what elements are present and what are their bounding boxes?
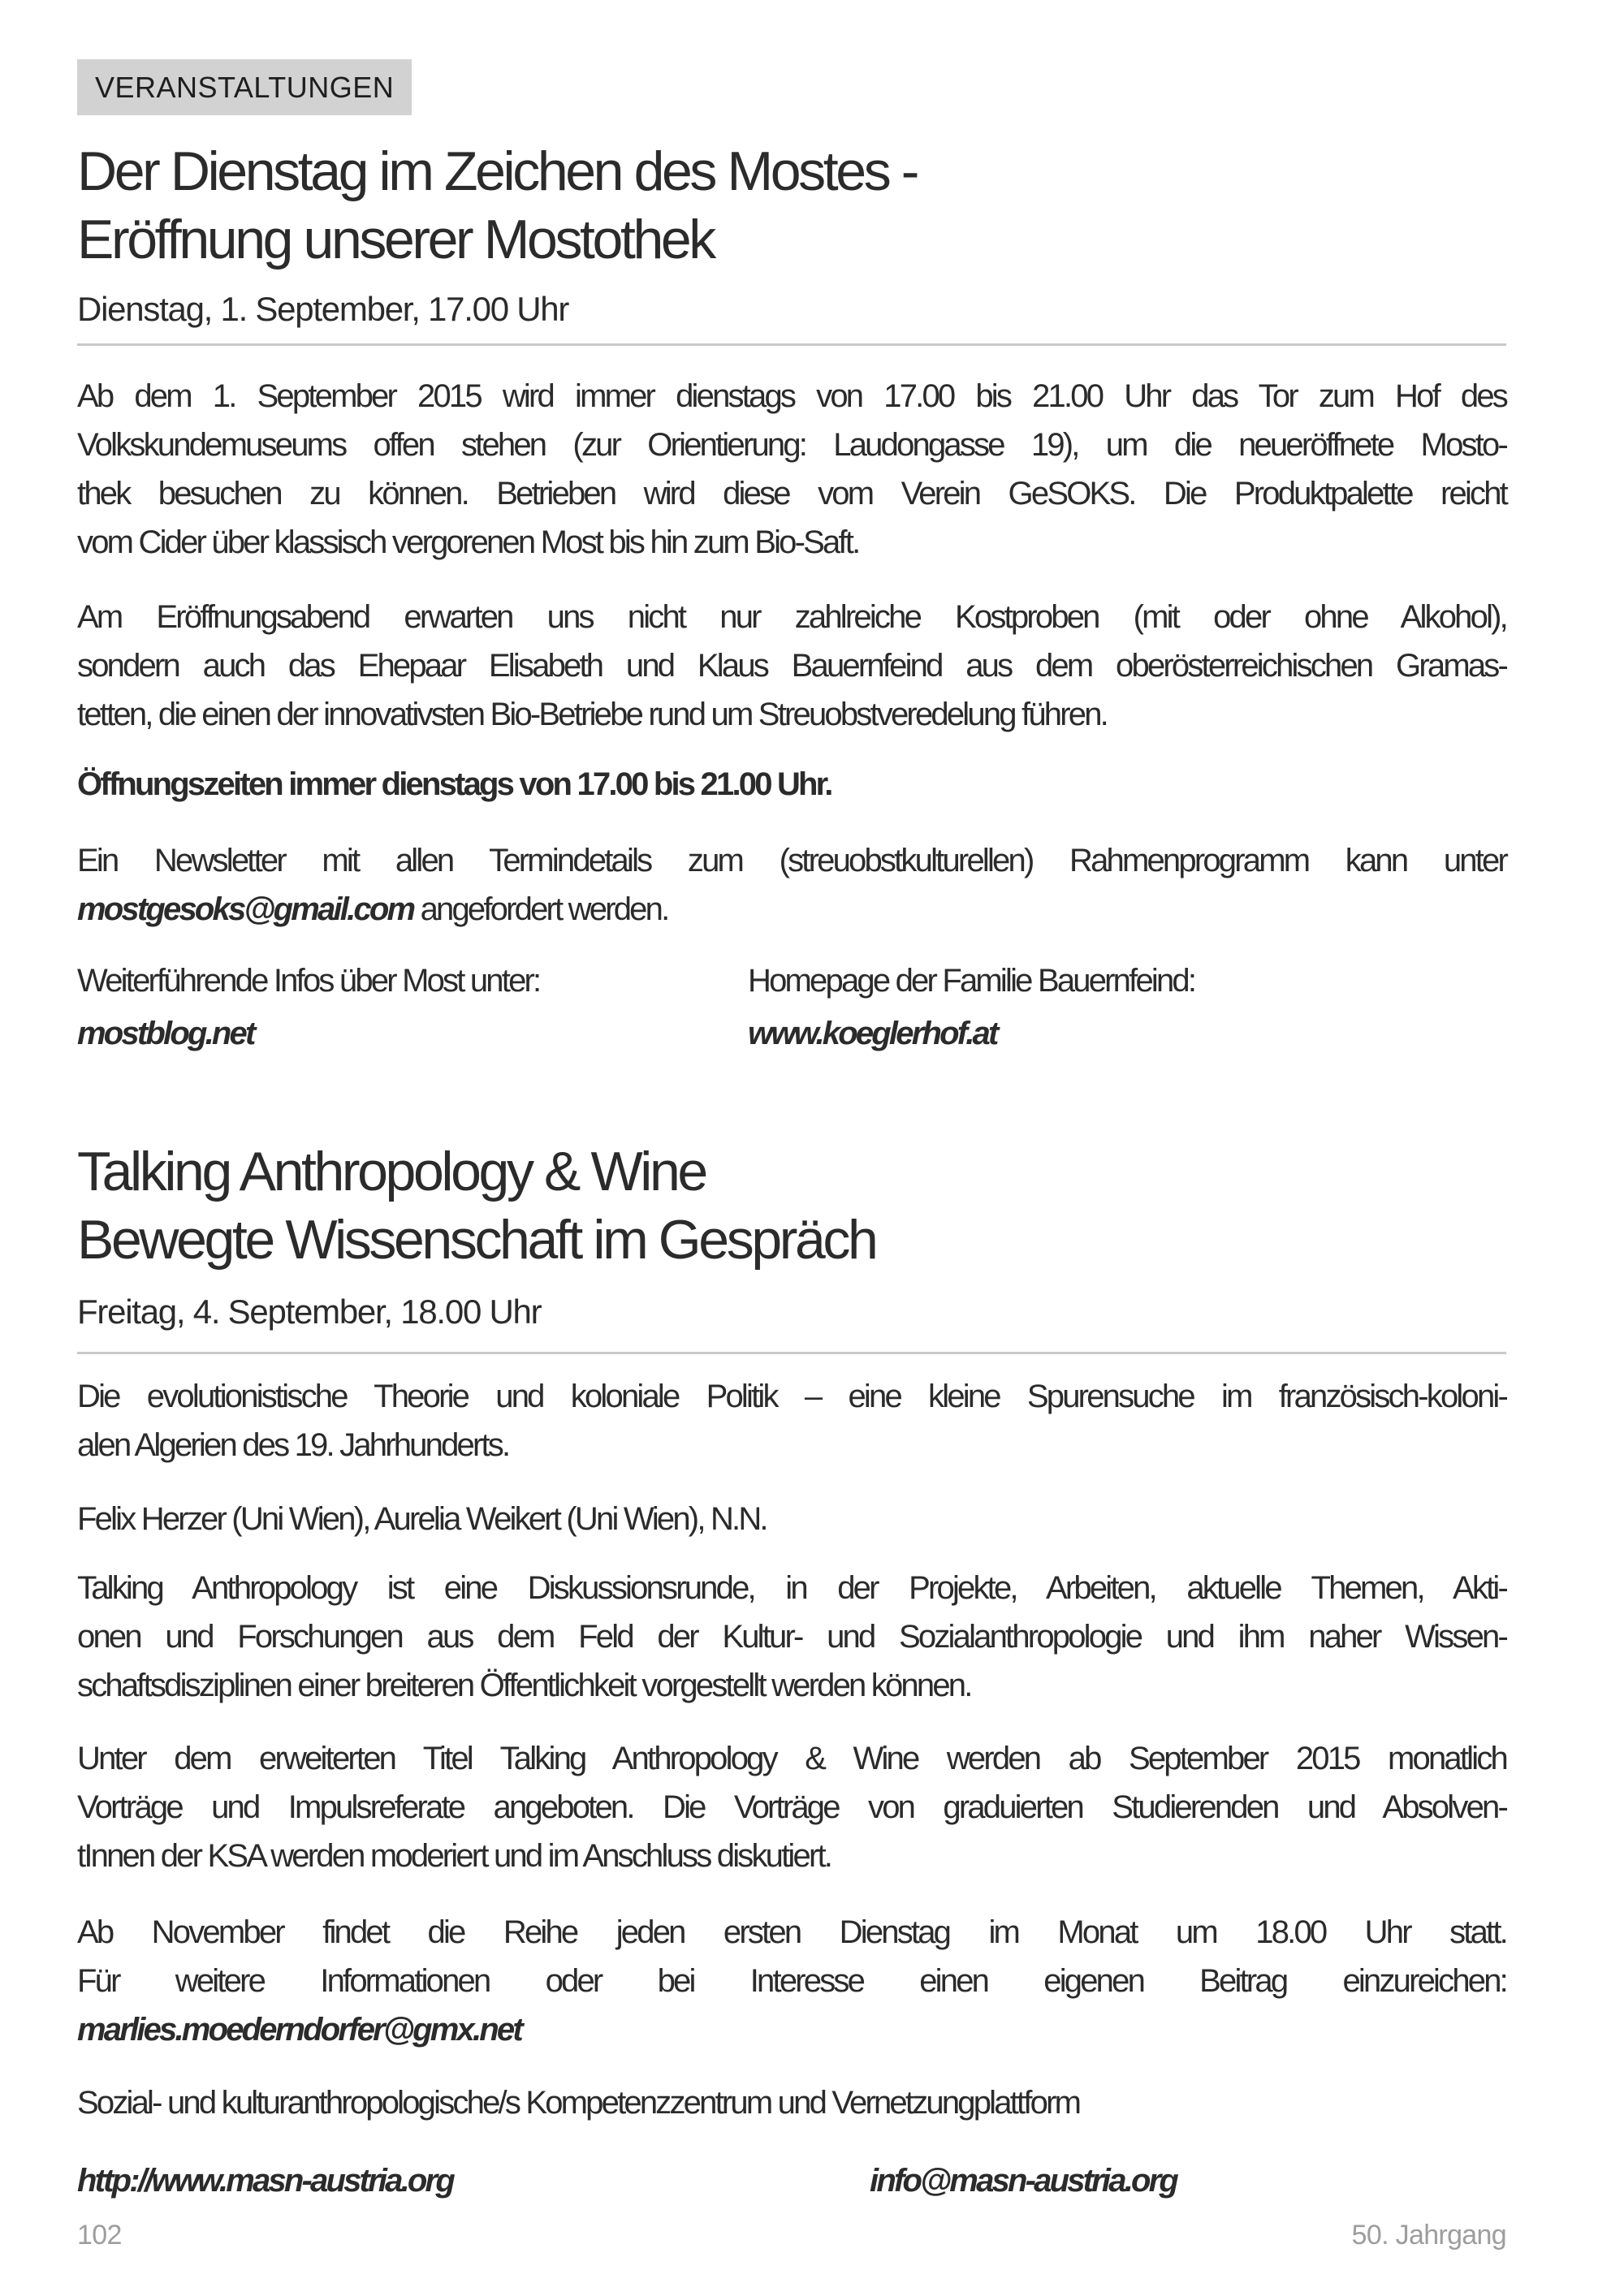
speakers-line: Felix Herzer (Uni Wien), Aurelia Weikert (Uni Wien), N.N. — [77, 1501, 767, 1537]
article1-paragraph-1 — [77, 372, 1506, 567]
text-line: Ein Newsletter mit allen Termindetails zum (streuobstkulturellen) Rahmenprogramm kann unter — [77, 843, 1506, 878]
koeglerhof-url: www.koeglerhof.at — [748, 1016, 997, 1051]
info-columns-labels — [77, 956, 1506, 1005]
article2-date: Freitag, 4. September, 18.00 Uhr — [77, 1293, 542, 1331]
page-footer — [77, 2219, 1506, 2251]
text-line: thek besuchen zu können. Betrieben wird diese vom Verein GeSOKS. Die Produktpalette reicht — [77, 476, 1506, 511]
text-line: Vorträge und Impulsreferate angeboten. Die Vorträge von graduierten Studierenden und Absolven- — [77, 1789, 1506, 1825]
footer-volume: 50. Jahrgang — [1351, 2220, 1506, 2251]
divider-rule — [77, 343, 1506, 346]
article1-paragraph-2 — [77, 593, 1506, 739]
most-info-label: Weiterführende Infos über Most unter: — [77, 963, 540, 999]
text-line: onen und Forschungen aus dem Feld der Kultur- und Sozialanthropologie und ihm naher Wissen- — [77, 1619, 1506, 1655]
mostblog-url: mostblog.net — [77, 1016, 254, 1051]
text-line: Ab November findet die Reihe jeden ersten Dienstag im Monat um 18.00 Uhr statt. — [77, 1914, 1506, 1950]
masn-email: info@masn-austria.org — [870, 2163, 1177, 2199]
organization-line: Sozial- und kulturanthropologische/s Kompetenzzentrum und Vernetzungplattform — [77, 2085, 1080, 2121]
newsletter-tail: angefordert werden. — [413, 891, 668, 927]
homepage-label: Homepage der Familie Bauernfeind: — [748, 963, 1195, 999]
article1-title-line2: Eröffnung unserer Mostothek — [77, 209, 714, 270]
article2-paragraph-5 — [77, 1908, 1506, 2054]
text-line: tInnen der KSA werden moderiert und im Anschluss diskutiert. — [77, 1838, 831, 1874]
text-line: Die evolutionistische Theorie und koloniale Politik – eine kleine Spurensuche im französisch-koloni- — [77, 1379, 1506, 1414]
text-line: vom Cider über klassisch vergorenen Most bis hin zum Bio-Saft. — [77, 524, 859, 560]
masn-links-row — [77, 2156, 1506, 2205]
footer-page-number: 102 — [77, 2220, 122, 2251]
masn-url: http://www.masn-austria.org — [77, 2163, 453, 2199]
article1-title-line1: Der Dienstag im Zeichen des Mostes - — [77, 140, 918, 202]
text-line: Am Eröffnungsabend erwarten uns nicht nur zahlreiche Kostproben (mit oder ohne Alkohol), — [77, 599, 1506, 635]
section-badge-label: VERANSTALTUNGEN — [95, 71, 395, 104]
info-columns-links — [77, 1009, 1506, 1058]
text-line — [77, 885, 1506, 934]
article1-newsletter-paragraph — [77, 836, 1506, 934]
article1-title — [77, 137, 1506, 274]
text-line: Ab dem 1. September 2015 wird immer dienstags von 17.00 bis 21.00 Uhr das Tor zum Hof des — [77, 378, 1506, 414]
text-line: Für weitere Informationen oder bei Interesse einen eigenen Beitrag einzureichen: — [77, 1963, 1506, 1999]
section-badge — [77, 59, 412, 115]
marlies-email: marlies.moederndorfer@gmx.net — [77, 2012, 521, 2048]
article2-paragraph-3 — [77, 1564, 1506, 1710]
divider-rule — [77, 1352, 1506, 1354]
text-line: Unter dem erweiterten Titel Talking Anthropology & Wine werden ab September 2015 monatlich — [77, 1741, 1506, 1776]
article2-title-line1: Talking Anthropology & Wine — [77, 1141, 706, 1202]
article2-title-line2: Bewegte Wissenschaft im Gespräch — [77, 1209, 876, 1271]
text-line: Volkskundemuseums offen stehen (zur Orientierung: Laudongasse 19), um die neueröffnete Mosto- — [77, 427, 1506, 463]
article2-paragraph-4 — [77, 1734, 1506, 1880]
newsletter-email: mostgesoks@gmail.com — [77, 891, 414, 927]
opening-hours-line: Öffnungszeiten immer dienstags von 17.00 bis 21.00 Uhr. — [77, 766, 831, 802]
article2-paragraph-1 — [77, 1372, 1506, 1470]
text-line: schaftsdisziplinen einer breiteren Öffentlichkeit vorgestellt werden können. — [77, 1668, 971, 1703]
text-line: alen Algerien des 19. Jahrhunderts. — [77, 1427, 509, 1463]
text-line: sondern auch das Ehepaar Elisabeth und Klaus Bauernfeind aus dem oberösterreichischen Gramas- — [77, 648, 1506, 684]
article2-title — [77, 1137, 1506, 1274]
article1-date: Dienstag, 1. September, 17.00 Uhr — [77, 290, 569, 328]
text-line: tetten, die einen der innovativsten Bio-Betriebe rund um Streuobstveredelung führen. — [77, 697, 1107, 732]
text-line: Talking Anthropology ist eine Diskussionsrunde, in der Projekte, Arbeiten, aktuelle Themen, Akti- — [77, 1570, 1506, 1606]
